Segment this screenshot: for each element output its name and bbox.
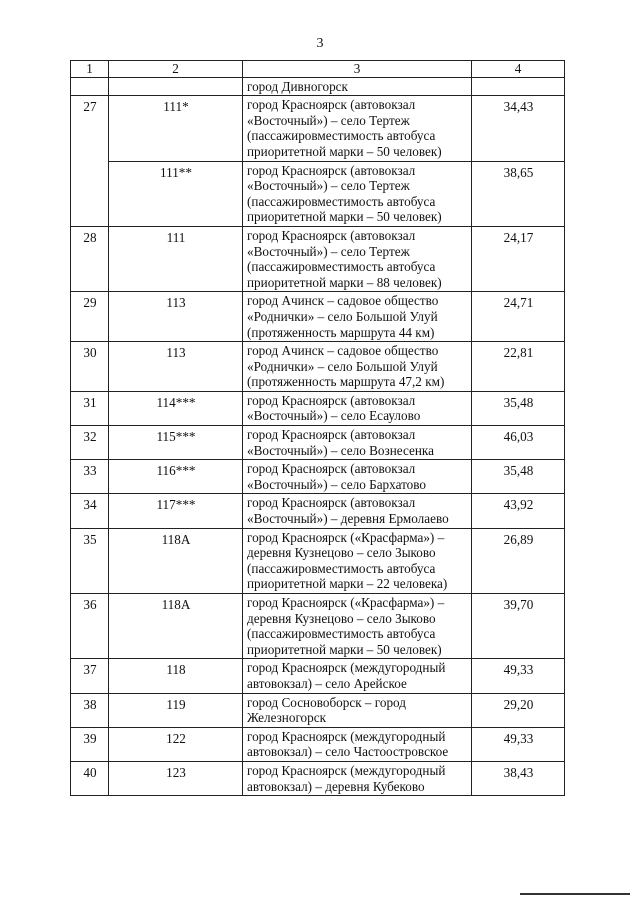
route-description: город Ачинск – садовое общество «Роднички» – село Большой Улуй (протяженность маршрута 47,2 км): [243, 342, 472, 392]
table-row: [71, 659, 565, 693]
route-description: город Красноярск (автовокзал «Восточный») – деревня Ермолаево: [243, 494, 472, 528]
tariff-value: 22,81: [472, 342, 565, 392]
route-description: город Красноярск (автовокзал «Восточный») – село Тертеж (пассажировместимость автобуса приоритетной марки – 50 человек): [243, 161, 472, 226]
route-number: 114***: [109, 391, 243, 425]
header-col-4: 4: [472, 61, 565, 78]
route-number: 113: [109, 292, 243, 342]
route-number: 111*: [109, 96, 243, 161]
row-number: 39: [71, 727, 109, 761]
row-number: 34: [71, 494, 109, 528]
tariff-value: 26,89: [472, 528, 565, 593]
route-number: 116***: [109, 460, 243, 494]
table-row: [71, 693, 565, 727]
row-number: 30: [71, 342, 109, 392]
tariff-value: 43,92: [472, 494, 565, 528]
route-number: 119: [109, 693, 243, 727]
route-number: 118А: [109, 594, 243, 659]
route-description: город Ачинск – садовое общество «Роднички» – село Большой Улуй (протяженность маршрута 44 км): [243, 292, 472, 342]
route-number: 123: [109, 761, 243, 795]
table-row: [71, 460, 565, 494]
tariff-table: [70, 60, 565, 796]
route-description: город Красноярск (автовокзал «Восточный») – село Бархатово: [243, 460, 472, 494]
route-description: город Красноярск (междугородный автовокзал) – деревня Кубеково: [243, 761, 472, 795]
row-number: 27: [71, 96, 109, 227]
row-number: 31: [71, 391, 109, 425]
route-number: 122: [109, 727, 243, 761]
tariff-value: 35,48: [472, 391, 565, 425]
route-number: 117***: [109, 494, 243, 528]
tariff-value: 46,03: [472, 426, 565, 460]
footer-line: [520, 893, 630, 899]
tariff-value: 38,65: [472, 161, 565, 226]
tariff-value: 49,33: [472, 659, 565, 693]
table-row: [71, 594, 565, 659]
table-row: [71, 342, 565, 392]
route-description: город Красноярск (автовокзал «Восточный») – село Есаулово: [243, 391, 472, 425]
table-row: [71, 96, 565, 161]
header-col-3: 3: [243, 61, 472, 78]
tariff-value: 38,43: [472, 761, 565, 795]
continuation-row: [71, 77, 565, 96]
header-row: [71, 61, 565, 78]
route-description: город Красноярск (междугородный автовокзал) – село Частоостровское: [243, 727, 472, 761]
table-row: [71, 391, 565, 425]
table-row: [71, 161, 565, 226]
table-row: [71, 528, 565, 593]
tariff-value: 24,17: [472, 226, 565, 291]
route-number: 111**: [109, 161, 243, 226]
row-number: 28: [71, 226, 109, 291]
table-row: [71, 426, 565, 460]
route-number: 118А: [109, 528, 243, 593]
tariff-value: 49,33: [472, 727, 565, 761]
table-row: [71, 761, 565, 795]
tariff-value: 29,20: [472, 693, 565, 727]
route-number: 113: [109, 342, 243, 392]
route-description: город Красноярск («Красфарма») – деревня Кузнецово – село Зыково (пассажировместимость автобуса приоритетной марки – 22 человека): [243, 528, 472, 593]
table-row: [71, 494, 565, 528]
route-description: город Красноярск (автовокзал «Восточный») – село Тертеж (пассажировместимость автобуса приоритетной марки – 88 человек): [243, 226, 472, 291]
row-number: 37: [71, 659, 109, 693]
route-description: город Сосновоборск – город Железногорск: [243, 693, 472, 727]
route-description: город Красноярск (междугородный автовокзал) – село Арейское: [243, 659, 472, 693]
page-number: 3: [316, 36, 324, 51]
row-number: 33: [71, 460, 109, 494]
table-row: [71, 292, 565, 342]
row-number: 35: [71, 528, 109, 593]
route-number: 118: [109, 659, 243, 693]
route-description: город Красноярск (автовокзал «Восточный») – село Вознесенка: [243, 426, 472, 460]
row-number: 32: [71, 426, 109, 460]
tariff-value: 24,71: [472, 292, 565, 342]
row-number: 36: [71, 594, 109, 659]
route-number: 115***: [109, 426, 243, 460]
table-row: [71, 727, 565, 761]
tariff-value: 34,43: [472, 96, 565, 161]
row-number: 29: [71, 292, 109, 342]
route-description: город Красноярск («Красфарма») – деревня Кузнецово – село Зыково (пассажировместимость автобуса приоритетной марки – 50 человек): [243, 594, 472, 659]
tariff-value: 39,70: [472, 594, 565, 659]
header-col-2: 2: [109, 61, 243, 78]
header-col-1: 1: [71, 61, 109, 78]
row-number: 40: [71, 761, 109, 795]
table-row: [71, 226, 565, 291]
continuation-text: город Дивногорск: [243, 77, 472, 96]
row-number: 38: [71, 693, 109, 727]
route-description: город Красноярск (автовокзал «Восточный») – село Тертеж (пассажировместимость автобуса приоритетной марки – 50 человек): [243, 96, 472, 161]
tariff-value: 35,48: [472, 460, 565, 494]
route-number: 111: [109, 226, 243, 291]
